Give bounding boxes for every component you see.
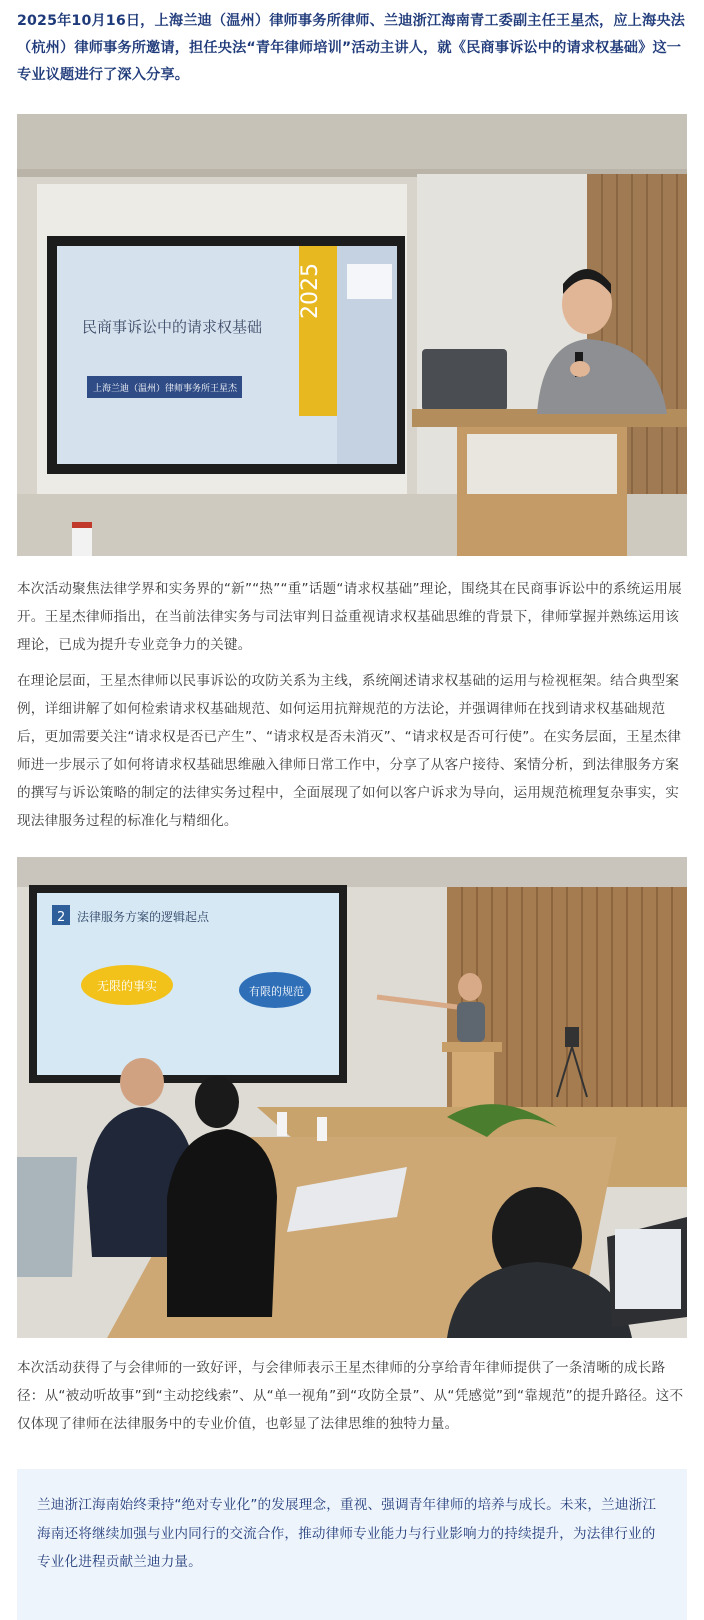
photo-speaker-presentation — [17, 114, 687, 556]
closing-callout-box — [17, 1469, 687, 1620]
paragraph-1: 本次活动聚焦法律学界和实务界的“新”“热”“重”话题“请求权基础”理论，围绕其在民商事诉讼中的系统运用展开。王星杰律师指出，在当前法律实务与司法审判日益重视请求权基础思维的背景下，律师掌握并熟练运用该理论，已成为提升专业竞争力的关键。 — [17, 581, 682, 653]
paragraph-3: 本次活动获得了与会律师的一致好评，与会律师表示王星杰律师的分享给青年律师提供了一条清晰的成长路径：从“被动听故事”到“主动挖线索”、从“单一视角”到“攻防全景”、从“凭感觉”到“靠规范”的提升路径。这不仅体现了律师在法律服务中的专业价值，也彰显了法律思维的独特力量。 — [17, 1360, 684, 1432]
photo-audience-room — [17, 857, 687, 1338]
slide-year: 2025 — [298, 263, 323, 319]
slide2-number: 2 — [57, 910, 66, 925]
slide-firm: 上海兰迪（温州）律师事务所 — [93, 384, 211, 394]
slide2-title: 法律服务方案的逻辑起点 — [77, 910, 210, 924]
slide-title: 民商事诉讼中的请求权基础 — [82, 318, 263, 336]
slide-speaker: 王星杰 — [210, 384, 238, 394]
slide2-bubble-left: 无限的事实 — [97, 979, 158, 993]
closing-callout-text: 兰迪浙江海南始终秉持“绝对专业化”的发展理念，重视、强调青年律师的培养与成长。未来，兰迪浙江海南还将继续加强与业内同行的交流合作，推动律师专业能力与行业影响力的持续提升，为法律行业的专业化进程贡献兰迪力量。 — [37, 1497, 657, 1570]
intro-paragraph: 2025年10月16日，上海兰迪（温州）律师事务所律师、兰迪浙江海南青工委副主任王星杰，应上海央法（杭州）律师事务所邀请，担任央法“青年律师培训”活动主讲人，就《民商事诉讼中的请求权基础》这一专业议题进行了深入分享。 — [17, 13, 686, 83]
slide2-bubble-right: 有限的规范 — [249, 985, 304, 998]
paragraph-2: 在理论层面，王星杰律师以民事诉讼的攻防关系为主线，系统阐述请求权基础的运用与检视框架。结合典型案例，详细讲解了如何检索请求权基础规范、如何运用抗辩规范的方法论，并强调律师在找到请求权基础规范后，更加需要关注“请求权是否已产生”、“请求权是否未消灭”、“请求权是否可行使”。在实务层面，王星杰律师进一步展示了如何将请求权基础思维融入律师日常工作中，分享了从客户接待、案情分析，到法律服务方案的撰写与诉讼策略的制定的法律实务过程中，全面展现了如何以客户诉求为导向，运用规范梳理复杂事实，实现法律服务过程的标准化与精细化。 — [17, 673, 682, 829]
